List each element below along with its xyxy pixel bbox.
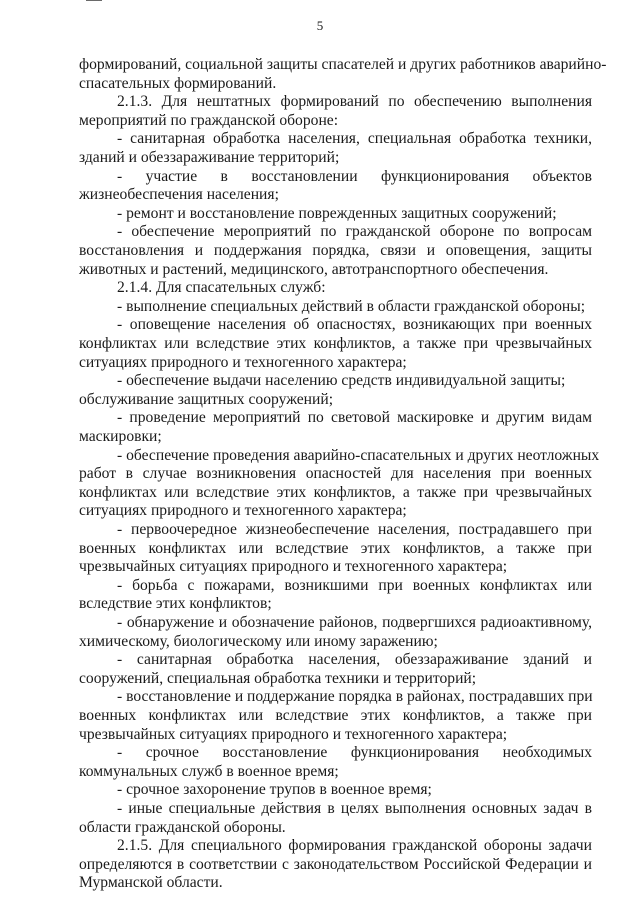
text-line: - участие в восстановлении функционирования объектов [117,167,592,185]
page-number: 5 [316,18,324,33]
text-line: определяются в соответствии с законодательством Российской Федерации и [79,855,592,873]
text-line: жизнеобеспечения населения; [79,186,279,204]
text-line: конфликтах или вследствие этих конфликтов, а также при чрезвычайных [79,483,592,501]
text-line: маскировки; [79,428,162,445]
text-line: 2.1.5. Для специального формирования гражданской обороны задачи [117,837,592,855]
text-line: - проведение мероприятий по световой маскировке и другим видам [117,409,592,427]
text-line: - борьба с пожарами, возникшими при военных конфликтах или [117,576,592,594]
text-line: - первоочередное жизнеобеспечение населения, пострадавшего при [117,521,592,538]
text-line: - срочное захоронение трупов в военное время; [117,781,432,799]
text-line: коммунальных служб в военное время; [79,762,339,780]
text-line: военных конфликтах или вследствие этих конфликтов, а также при [79,707,592,724]
text-line: работ в случае возникновения опасностей для населения при военных [79,465,592,483]
text-line: вследствие этих конфликтов; [79,595,272,613]
text-line: формирований, социальной защиты спасателей и других работников аварийно- [79,56,607,73]
text-line: - обнаружение и обозначение районов, подвергшихся радиоактивному, [117,614,592,631]
text-line: области гражданской обороны. [79,818,286,836]
text-line: конфликтах или вследствие этих конфликтов, а также при чрезвычайных [79,335,592,352]
text-line: ситуациях природного и техногенного характера; [79,502,407,520]
text-line: - восстановление и поддержание порядка в районах, пострадавших при [117,688,593,706]
text-line: - иные специальные действия в целях выполнения основных задач в [117,800,592,817]
text-line: 2.1.4. Для спасательных служб: [117,279,326,297]
text-line: сооружений, специальная обработка техники и территорий; [79,669,477,687]
text-line: - обеспечение мероприятий по гражданской обороне по вопросам [117,223,592,241]
text-line: - выполнение специальных действий в области гражданской обороны; [117,297,586,315]
text-line: - санитарная обработка населения, обеззараживание зданий и [117,651,592,669]
text-line: спасательных формирований. [79,74,277,92]
text-line: животных и растений, медицинского, автотранспортного обеспечения. [79,260,549,278]
text-line: химическому, биологическому или иному заражению; [79,632,438,650]
text-line: - оповещение населения об опасностях, возникающих при военных [117,316,592,334]
text-line: - срочное восстановление функционирования необходимых [117,744,592,762]
text-line: зданий и обеззараживание территорий; [79,149,340,166]
text-line: - ремонт и восстановление поврежденных защитных сооружений; [117,204,557,222]
text-line: чрезвычайных ситуациях природного и техногенного характера; [79,558,508,576]
text-line: мероприятий по гражданской обороне: [79,111,339,129]
text-line: - обеспечение проведения аварийно-спасательных и других неотложных [117,446,600,464]
text-line: - санитарная обработка населения, специальная обработка техники, [117,130,592,148]
text-line: обслуживание защитных сооружений; [79,390,334,408]
text-line: восстановления и поддержания порядка, связи и оповещения, защиты [79,242,592,259]
text-line: ситуациях природного и техногенного характера; [79,353,407,371]
scan-edge-mark [86,0,102,1]
text-line: 2.1.3. Для нештатных формирований по обеспечению выполнения [117,93,592,111]
text-line: - обеспечение выдачи населению средств индивидуальной защиты; [117,372,566,390]
text-line: чрезвычайных ситуациях природного и техногенного характера; [79,725,508,743]
text-line: военных конфликтах или вследствие этих конфликтов, а также при [79,539,592,557]
text-line: Мурманской области. [79,874,223,892]
